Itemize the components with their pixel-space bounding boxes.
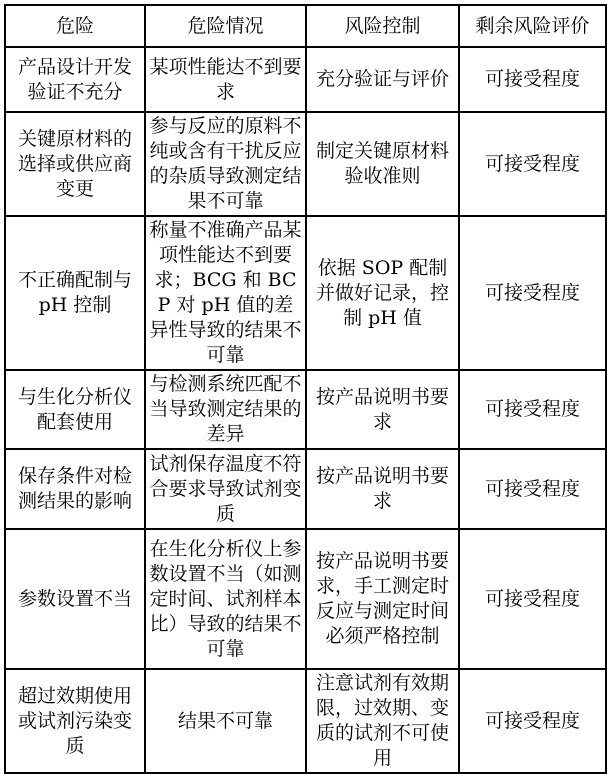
- cell-risk-control: 注意试剂有效期限，过效期、变质的试剂不可使用: [306, 669, 459, 773]
- cell-hazardous-situation: 某项性能达不到要求: [145, 47, 306, 112]
- table-row: [5, 529, 606, 669]
- cell-residual-risk: 可接受程度: [459, 216, 606, 370]
- cell-risk-control: 按产品说明书要求，手工测定时反应与测定时间必须严格控制: [306, 529, 459, 669]
- cell-hazardous-situation: 称量不准确产品某项性能达不到要求；BCG 和 BCP 对 pH 值的差异性导致的结果不可靠: [145, 216, 306, 370]
- cell-risk-control: 制定关键原材料验收准则: [306, 112, 459, 216]
- cell-hazard: 关键原材料的选择或供应商变更: [5, 112, 145, 216]
- cell-hazard: 保存条件对检测结果的影响: [5, 449, 145, 529]
- cell-risk-control: 按产品说明书要求: [306, 370, 459, 449]
- cell-risk-control: 依据 SOP 配制并做好记录，控制 pH 值: [306, 216, 459, 370]
- cell-hazard: 参数设置不当: [5, 529, 145, 669]
- header-hazard: 危险: [5, 5, 145, 47]
- cell-hazard: 超过效期使用或试剂污染变质: [5, 669, 145, 773]
- cell-residual-risk: 可接受程度: [459, 112, 606, 216]
- cell-hazard: 与生化分析仪配套使用: [5, 370, 145, 449]
- table-row: [5, 112, 606, 216]
- cell-hazardous-situation: 参与反应的原料不纯或含有干扰反应的杂质导致测定结果不可靠: [145, 112, 306, 216]
- header-residual-risk-evaluation: 剩余风险评价: [459, 5, 606, 47]
- risk-analysis-table: [4, 4, 607, 774]
- cell-hazardous-situation: 结果不可靠: [145, 669, 306, 773]
- table-row: [5, 370, 606, 449]
- table-row: [5, 216, 606, 370]
- cell-residual-risk: 可接受程度: [459, 47, 606, 112]
- cell-residual-risk: 可接受程度: [459, 449, 606, 529]
- cell-residual-risk: 可接受程度: [459, 370, 606, 449]
- header-hazardous-situation: 危险情况: [145, 5, 306, 47]
- cell-risk-control: 充分验证与评价: [306, 47, 459, 112]
- cell-hazardous-situation: 与检测系统匹配不当导致测定结果的差异: [145, 370, 306, 449]
- cell-hazardous-situation: 在生化分析仪上参数设置不当（如测定时间、试剂样本比）导致的结果不可靠: [145, 529, 306, 669]
- table-row: [5, 449, 606, 529]
- cell-hazard: 不正确配制与 pH 控制: [5, 216, 145, 370]
- header-risk-control: 风险控制: [306, 5, 459, 47]
- cell-risk-control: 按产品说明书要求: [306, 449, 459, 529]
- cell-residual-risk: 可接受程度: [459, 529, 606, 669]
- cell-hazardous-situation: 试剂保存温度不符合要求导致试剂变质: [145, 449, 306, 529]
- cell-hazard: 产品设计开发验证不充分: [5, 47, 145, 112]
- table-row: [5, 47, 606, 112]
- cell-residual-risk: 可接受程度: [459, 669, 606, 773]
- table-row: [5, 669, 606, 773]
- header-row: [5, 5, 606, 47]
